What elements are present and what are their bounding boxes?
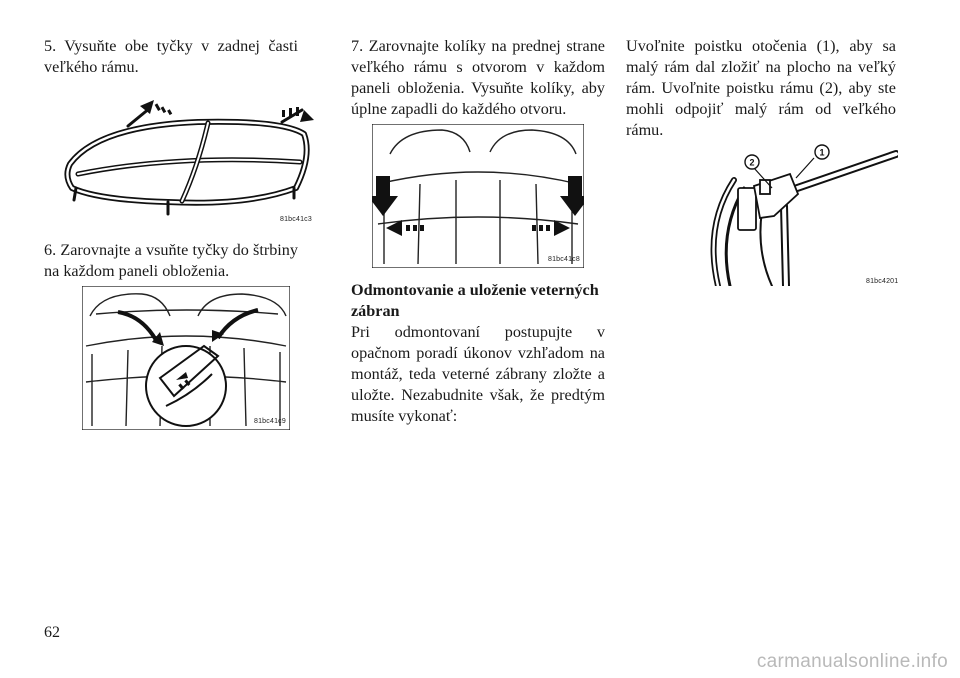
step-5-text: 5. Vysuňte obe tyčky v zadnej časti veľkého rámu.	[44, 37, 298, 76]
trim-panels-illustration	[82, 286, 290, 430]
figure-trim-panels	[82, 286, 290, 430]
step-6-text: 6. Zarovnajte a vsuňte tyčky do štrbiny na každom paneli obloženia.	[44, 241, 298, 280]
column-2	[351, 36, 605, 120]
figure-frame-rods	[58, 96, 320, 230]
section-text: Pri odmontovaní postupujte v opačnom poradí úkonov vzhľadom na montáž, teda veterné zábrany zložte a uložte. Nezabudnite však, že predtým musíte vykonať:	[351, 323, 605, 425]
callout-1-label: 1	[819, 147, 825, 158]
pins-illustration	[372, 124, 584, 268]
column-3	[626, 36, 896, 141]
figure-pins	[372, 124, 584, 268]
section-heading: Odmontovanie a uloženie veterných zábran	[351, 281, 599, 320]
latches-illustration	[694, 136, 898, 286]
column-2-lower	[351, 280, 605, 427]
step-7-text: 7. Zarovnajte kolíky na prednej strane veľkého rámu s otvorom v každom paneli obloženia. Vysuňte kolíky, aby úplne zapadli do každého otvoru.	[351, 37, 605, 118]
figure-latches	[694, 136, 898, 286]
callout-2-label: 2	[749, 157, 755, 168]
figure-3-code: 81bc41c8	[548, 256, 580, 263]
page-number: 62	[44, 624, 60, 641]
watermark[interactable]: carmanualsonline.info	[756, 651, 948, 672]
column-3-text: Uvoľnite poistku otočenia (1), aby sa malý rám dal zložiť na plocho na veľký rám. Uvoľnite poistku rámu (2), aby ste mohli odpojiť malý rám od veľkého rámu.	[626, 37, 896, 139]
column-1	[44, 36, 298, 78]
column-1-lower	[44, 240, 298, 282]
frame-rods-illustration	[58, 96, 320, 230]
figure-1-code: 81bc41c3	[280, 216, 312, 223]
figure-4-code: 81bc4201	[866, 278, 899, 285]
figure-2-code: 81bc41c9	[254, 418, 286, 425]
